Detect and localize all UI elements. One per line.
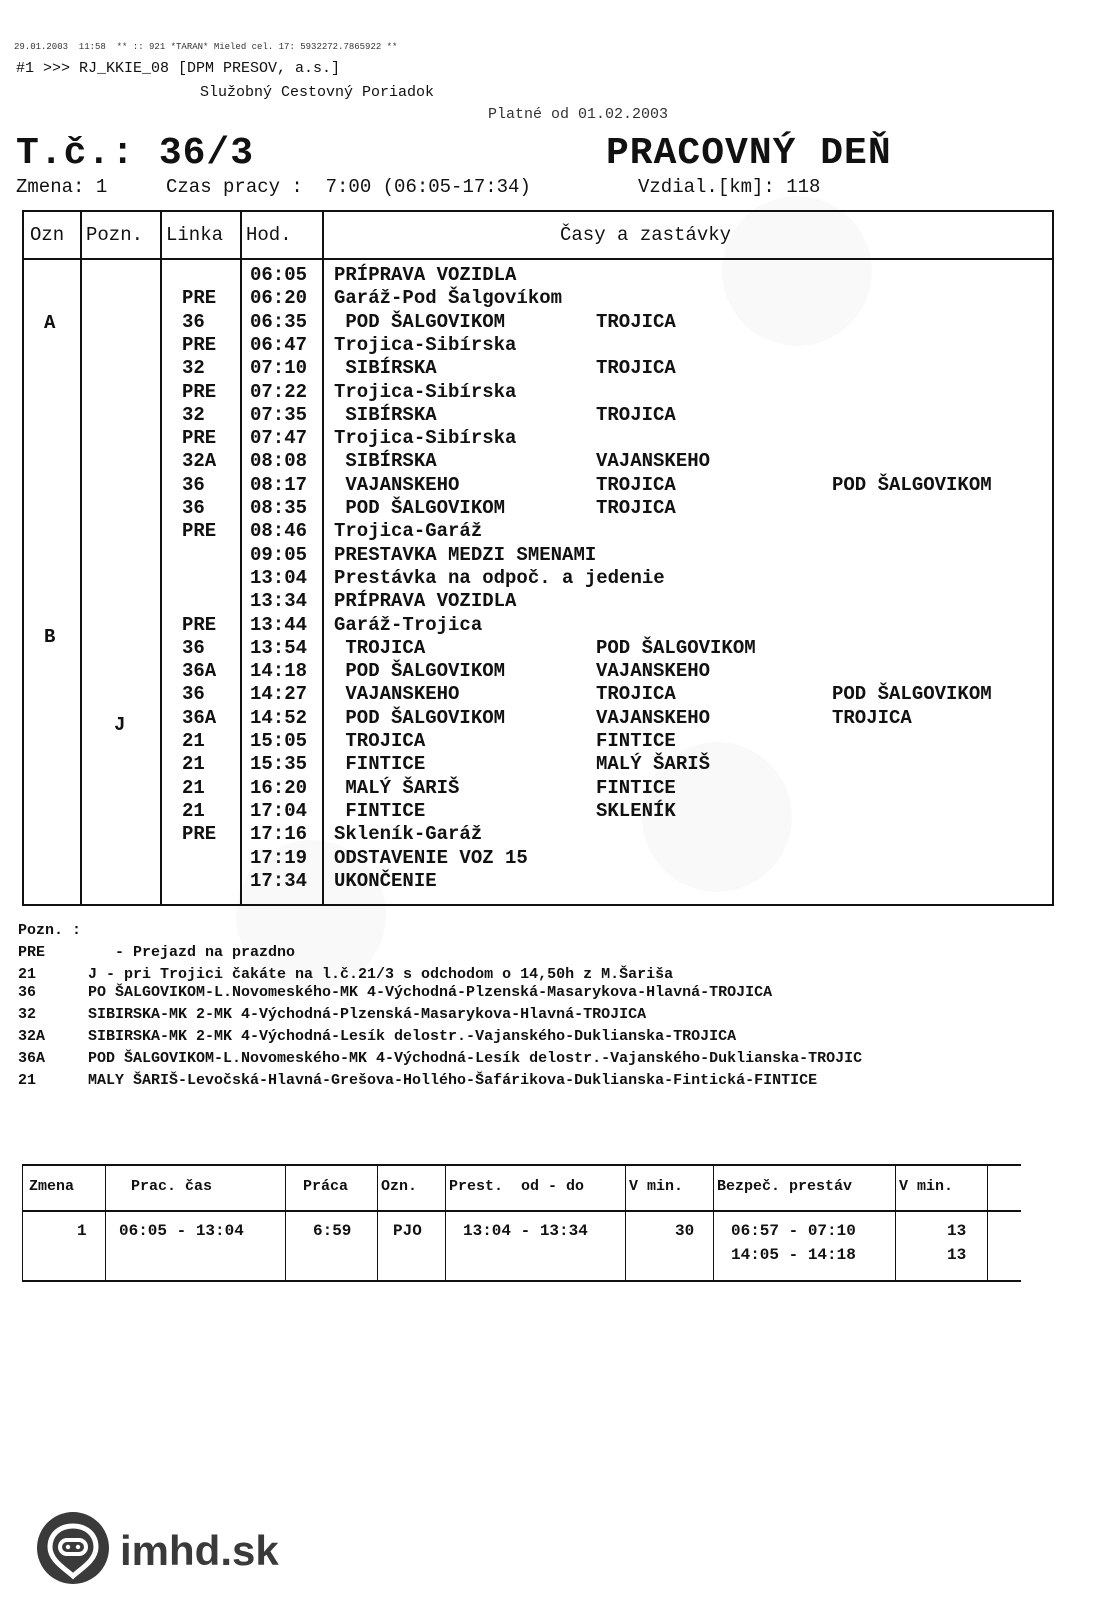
cell-hod: 17:34 xyxy=(250,869,308,892)
note-text: MALY ŠARIŠ-Levočská-Hlavná-Grešova-Hollého-Šafárikova-Duklianska-Fintická-FINTICE xyxy=(88,1072,818,1089)
cell-hod: 06:20 xyxy=(250,287,308,310)
cell-linka: 36A xyxy=(182,660,217,683)
note-key: 21 xyxy=(18,966,37,983)
cell-hod: 08:35 xyxy=(250,497,308,519)
table-row xyxy=(24,730,1052,753)
table-row xyxy=(24,450,1052,473)
table-row xyxy=(24,660,1052,683)
cell-s2: TROJICA xyxy=(596,683,676,706)
cell-linka: 21 xyxy=(182,730,205,752)
summary-header-bezpec: Bezpeč. prestáv xyxy=(717,1178,853,1195)
note-text: PO ŠALGOVIKOM-L.Novomeského-MK 4-Východná-Plzenská-Masarykova-Hlavná-TROJICA xyxy=(88,984,773,1001)
summary-header-vmin: V min. xyxy=(629,1178,684,1195)
note-key: 32A xyxy=(18,1028,46,1045)
summary-header-praca: Práca xyxy=(303,1178,349,1195)
cell-linka: PRE xyxy=(182,613,217,636)
summary-header-prest: Prest. od - do xyxy=(449,1178,585,1195)
table-row xyxy=(24,311,1052,334)
table-row xyxy=(24,590,1052,613)
table-row xyxy=(24,520,1052,543)
summary-prac-cas: 06:05 - 13:04 xyxy=(119,1222,244,1240)
cell-linka: PRE xyxy=(182,427,217,450)
col-header-casy: Časy a zastávky xyxy=(560,224,732,246)
table-row xyxy=(24,847,1052,870)
cell-linka: PRE xyxy=(182,380,217,403)
table-row xyxy=(24,474,1052,497)
cell-linka: 21 xyxy=(182,776,205,799)
note-text: J - pri Trojici čakáte na l.č.21/3 s odchodom o 14,50h z M.Šariša xyxy=(88,966,674,983)
cell-s1: Garáž-Pod Šalgovíkom xyxy=(334,287,563,310)
cell-s2: SKLENÍK xyxy=(596,799,676,822)
note-key: 36 xyxy=(18,984,37,1001)
cell-s2: FINTICE xyxy=(596,730,676,752)
summary-zmena: 1 xyxy=(77,1222,87,1240)
cell-s1: TROJICA xyxy=(334,636,426,659)
cell-linka: 36 xyxy=(182,636,205,659)
table-row xyxy=(24,753,1052,776)
table-row xyxy=(24,357,1052,380)
cell-hod: 17:16 xyxy=(250,823,308,846)
cell-s1: FINTICE xyxy=(334,753,426,776)
cell-linka: PRE xyxy=(182,823,217,846)
cell-linka: 32 xyxy=(182,357,205,380)
summary-header-ozn: Ozn. xyxy=(381,1178,418,1195)
block-marker-a: A xyxy=(44,312,56,334)
cell-linka: PRE xyxy=(182,287,217,310)
summary-header-prac-cas: Prac. čas xyxy=(131,1178,213,1195)
day-type: PRACOVNÝ DEŇ xyxy=(606,132,892,175)
cell-hod: 07:35 xyxy=(250,403,308,426)
document-subtitle: Služobný Cestovný Poriadok xyxy=(200,84,435,101)
cell-hod: 14:18 xyxy=(250,660,308,683)
table-row xyxy=(24,637,1052,660)
note-text: SIBIRSKA-MK 2-MK 4-Východná-Plzenská-Masarykova-Hlavná-TROJICA xyxy=(88,1006,647,1023)
table-row xyxy=(24,614,1052,637)
cell-s1: PRESTAVKA MEDZI SMENAMI xyxy=(334,543,597,566)
cell-s1: Prestávka na odpoč. a jedenie xyxy=(334,566,665,589)
cell-s3: TROJICA xyxy=(832,706,912,729)
summary-bezpec-2: 14:05 - 14:18 xyxy=(731,1246,856,1264)
cell-s2: TROJICA xyxy=(596,403,676,426)
cell-s2: POD ŠALGOVIKOM xyxy=(596,636,756,659)
shift-number: Zmena: 1 xyxy=(16,176,108,198)
cell-linka: 36 xyxy=(182,683,205,706)
cell-hod: 09:05 xyxy=(250,543,308,566)
table-row xyxy=(24,544,1052,567)
cell-hod: 08:17 xyxy=(250,473,308,496)
summary-header-vmin2: V min. xyxy=(899,1178,954,1195)
cell-hod: 08:46 xyxy=(250,520,308,543)
cell-linka: 21 xyxy=(182,753,205,776)
cell-s2: TROJICA xyxy=(596,310,676,333)
timetable xyxy=(22,210,1054,906)
note-text: POD ŠALGOVIKOM-L.Novomeského-MK 4-Východná-Lesík delostr.-Vajanského-Duklianska-TROJIC xyxy=(88,1050,863,1067)
cell-s2: MALÝ ŠARIŠ xyxy=(596,753,711,776)
cell-hod: 17:19 xyxy=(250,846,308,869)
cell-s2: VAJANSKEHO xyxy=(596,706,711,729)
brand-name: imhd.sk xyxy=(120,1527,279,1574)
cell-s1: Trojica-Sibírska xyxy=(334,380,517,403)
summary-ozn: PJO xyxy=(393,1222,422,1240)
cell-s1: Trojica-Sibírska xyxy=(334,427,517,450)
cell-linka: PRE xyxy=(182,520,217,543)
cell-s2: VAJANSKEHO xyxy=(596,450,711,473)
cell-s1: SIBÍRSKA xyxy=(334,450,437,473)
cell-s3: POD ŠALGOVIKOM xyxy=(832,683,992,706)
table-row xyxy=(24,707,1052,730)
note-text: - Prejazd na prazdno xyxy=(88,944,296,961)
cell-hod: 06:47 xyxy=(250,333,308,356)
cell-hod: 16:20 xyxy=(250,776,308,799)
cell-s1: Trojica-Garáž xyxy=(334,520,483,543)
cell-s2: TROJICA xyxy=(596,497,676,519)
cell-s2: FINTICE xyxy=(596,776,676,799)
cell-hod: 14:52 xyxy=(250,706,308,729)
cell-hod: 14:27 xyxy=(250,683,308,706)
cell-s1: Skleník-Garáž xyxy=(334,823,483,846)
validity-date: Platné od 01.02.2003 xyxy=(488,106,669,123)
table-row xyxy=(24,497,1052,520)
cell-s1: VAJANSKEHO xyxy=(334,473,460,496)
summary-header-zmena: Zmena xyxy=(29,1178,75,1195)
cell-linka: 21 xyxy=(182,799,205,822)
cell-linka: 32 xyxy=(182,403,205,426)
cell-s1: VAJANSKEHO xyxy=(334,683,460,706)
schedule-number: T.č.: 36/3 xyxy=(16,132,255,175)
cell-hod: 15:35 xyxy=(250,753,308,776)
col-header-linka: Linka xyxy=(166,224,224,246)
cell-linka: PRE xyxy=(182,333,217,356)
shift-summary-table xyxy=(22,1164,1021,1282)
note-marker-j: J xyxy=(114,714,126,736)
table-row xyxy=(24,264,1052,287)
cell-hod: 17:04 xyxy=(250,799,308,822)
table-row xyxy=(24,404,1052,427)
cell-s1: TROJICA xyxy=(334,730,426,752)
cell-s1: Garáž-Trojica xyxy=(334,613,483,636)
note-text: SIBIRSKA-MK 2-MK 4-Východná-Lesík delostr.-Vajanského-Duklianska-TROJICA xyxy=(88,1028,737,1045)
cell-s1: MALÝ ŠARIŠ xyxy=(334,776,460,799)
cell-s3: POD ŠALGOVIKOM xyxy=(832,473,992,496)
note-key: 21 xyxy=(18,1072,37,1089)
col-header-ozn: Ozn xyxy=(30,224,65,246)
cell-s2: TROJICA xyxy=(596,357,676,380)
note-key: PRE xyxy=(18,944,46,961)
note-key: 32 xyxy=(18,1006,37,1023)
cell-linka: 36A xyxy=(182,706,217,729)
summary-praca: 6:59 xyxy=(313,1222,352,1240)
cell-s2: TROJICA xyxy=(596,473,676,496)
note-key: 36A xyxy=(18,1050,46,1067)
cell-s1: POD ŠALGOVIKOM xyxy=(334,706,506,729)
cell-s1: PRÍPRAVA VOZIDLA xyxy=(334,264,517,286)
distance: Vzdial.[km]: 118 xyxy=(638,176,821,198)
cell-linka: 36 xyxy=(182,310,205,333)
summary-vmin: 30 xyxy=(675,1222,695,1240)
col-header-hod: Hod. xyxy=(246,224,292,246)
imhd-logo xyxy=(32,1510,279,1592)
cell-s1: POD ŠALGOVIKOM xyxy=(334,310,506,333)
summary-prest: 13:04 - 13:34 xyxy=(463,1222,588,1240)
block-marker-b: B xyxy=(44,626,56,648)
cell-hod: 15:05 xyxy=(250,730,308,752)
cell-s1: Trojica-Sibírska xyxy=(334,333,517,356)
table-row xyxy=(24,287,1052,310)
cell-hod: 07:10 xyxy=(250,357,308,380)
cell-hod: 13:34 xyxy=(250,590,308,613)
table-row xyxy=(24,870,1052,893)
cell-hod: 06:35 xyxy=(250,310,308,333)
document-system-line: #1 >>> RJ_KKIE_08 [DPM PRESOV, a.s.] xyxy=(16,60,341,77)
cell-s1: SIBÍRSKA xyxy=(334,357,437,380)
cell-s1: FINTICE xyxy=(334,799,426,822)
cell-hod: 13:44 xyxy=(250,613,308,636)
cell-hod: 13:54 xyxy=(250,636,308,659)
cell-s1: UKONČENIE xyxy=(334,869,437,892)
cell-s1: POD ŠALGOVIKOM xyxy=(334,497,506,519)
table-row xyxy=(24,427,1052,450)
cell-s1: POD ŠALGOVIKOM xyxy=(334,660,506,683)
table-row xyxy=(24,823,1052,846)
imhd-pin-logo-icon xyxy=(32,1510,114,1592)
col-header-pozn: Pozn. xyxy=(86,224,144,246)
summary-vmin2-2: 13 xyxy=(947,1246,967,1264)
notes-title: Pozn. : xyxy=(18,922,82,939)
table-row xyxy=(24,334,1052,357)
table-row xyxy=(24,777,1052,800)
cell-s1: SIBÍRSKA xyxy=(334,403,437,426)
cell-s1: PRÍPRAVA VOZIDLA xyxy=(334,590,517,613)
cell-hod: 07:47 xyxy=(250,427,308,450)
cell-linka: 32A xyxy=(182,450,217,473)
table-row xyxy=(24,683,1052,706)
fax-header-line: 29.01.2003 11:58 ** :: 921 *TARAN* Mieled cel. 17: 5932272.7865922 ** xyxy=(14,42,398,52)
cell-hod: 06:05 xyxy=(250,264,308,286)
cell-s2: VAJANSKEHO xyxy=(596,660,711,683)
table-row xyxy=(24,381,1052,404)
cell-hod: 08:08 xyxy=(250,450,308,473)
work-time: Czas pracy : 7:00 (06:05-17:34) xyxy=(166,176,531,198)
cell-s1: ODSTAVENIE VOZ 15 xyxy=(334,846,528,869)
table-row xyxy=(24,567,1052,590)
cell-hod: 13:04 xyxy=(250,566,308,589)
cell-linka: 36 xyxy=(182,497,205,519)
cell-hod: 07:22 xyxy=(250,380,308,403)
summary-bezpec-1: 06:57 - 07:10 xyxy=(731,1222,856,1240)
summary-vmin2-1: 13 xyxy=(947,1222,967,1240)
cell-linka: 36 xyxy=(182,473,205,496)
table-row xyxy=(24,800,1052,823)
